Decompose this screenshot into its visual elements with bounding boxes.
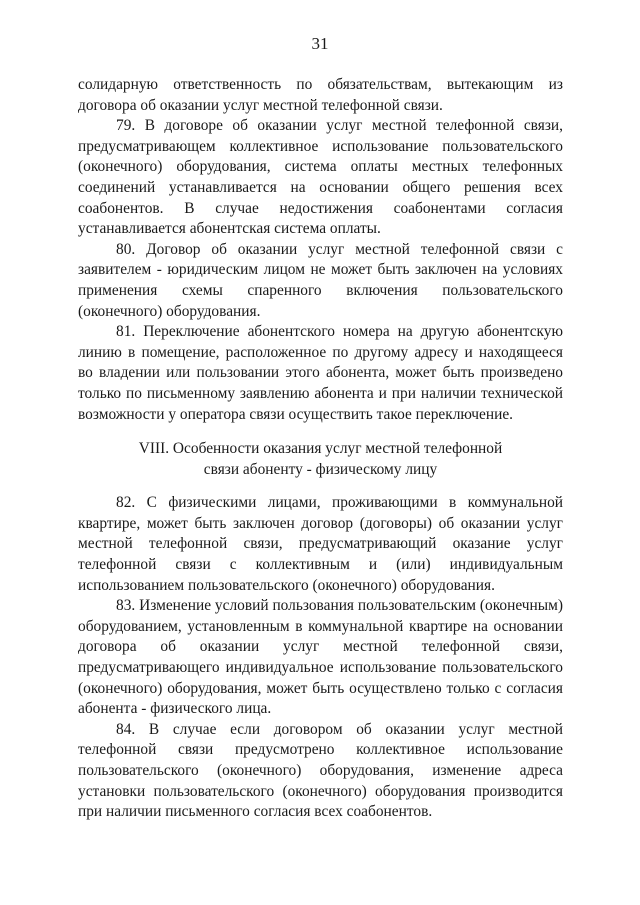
paragraph-83: 83. Изменение условий пользования пользовательским (оконечным) оборудованием, установленным в коммунальной квартире на основании договора об оказании услуг местной телефонной связи, предусматривающего индивидуальное использование пользовательского (оконечного) оборудования, может быть осуществлено только с согласия абонента - физического лица.: [78, 597, 563, 718]
section-heading-line-1: VIII. Особенности оказания услуг местной телефонной: [138, 440, 503, 458]
section-heading-line-2: связи абоненту - физическому лицу: [203, 460, 438, 478]
section-heading: [78, 439, 563, 480]
paragraph-81: 81. Переключение абонентского номера на другую абонентскую линию в помещение, расположенное по другому адресу и находящееся во владении или пользовании этого абонента, может быть произведено только по письменному заявлению абонента и при наличии технической возможности у оператора связи осуществить такое переключение.: [78, 323, 563, 423]
paragraph-79: 79. В договоре об оказании услуг местной телефонной связи, предусматривающем коллективное использование пользовательского (оконечного) оборудования, система оплаты местных телефонных соединений устанавливается на основании общего решения всех соабонентов. В случае недостижения соабонентами согласия устанавливается абонентская система оплаты.: [78, 117, 563, 238]
paragraph-continuation: солидарную ответственность по обязательствам, вытекающим из договора об оказании услуг местной телефонной связи.: [78, 76, 563, 114]
document-body: [78, 75, 563, 823]
page-number: 31: [311, 34, 329, 53]
paragraph-80: 80. Договор об оказании услуг местной телефонной связи с заявителем - юридическим лицом не может быть заключен на условиях применения схемы спаренного включения пользовательского (оконечного) оборудования.: [78, 240, 563, 320]
paragraph-82: 82. С физическими лицами, проживающими в коммунальной квартире, может быть заключен договор (договоры) об оказании услуг местной телефонной связи, предусматривающий оказание услуг телефонной связи с коллективным и (или) индивидуальным использованием пользовательского (оконечного) оборудования.: [78, 494, 563, 594]
paragraph-84: 84. В случае если договором об оказании услуг местной телефонной связи предусмотрено коллективное использование пользовательского (оконечного) оборудования, изменение адреса установки пользовательского (оконечного) оборудования производится при наличии письменного согласия всех соабонентов.: [78, 720, 563, 821]
